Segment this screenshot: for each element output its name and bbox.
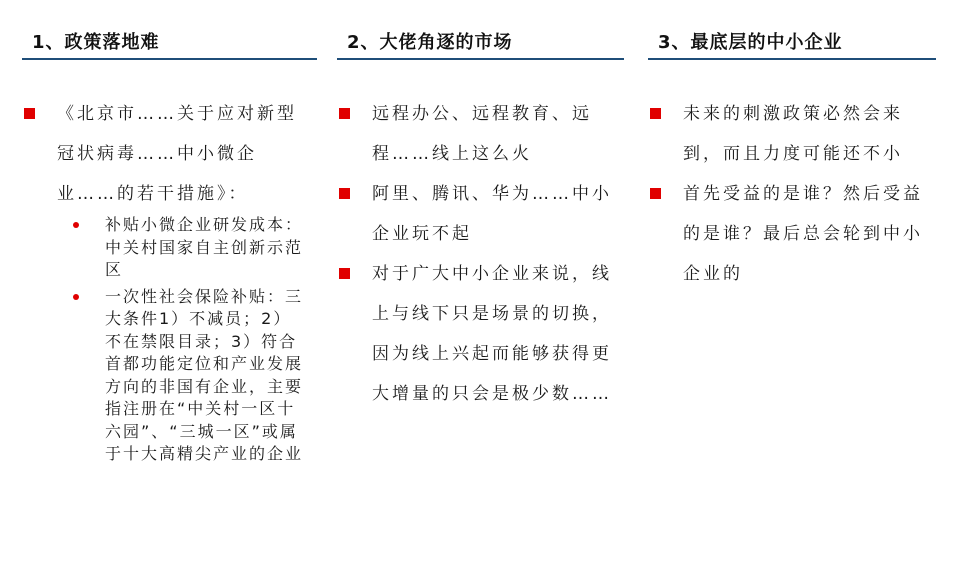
- square-bullet-icon: [339, 268, 350, 279]
- bullet-item: [337, 174, 622, 254]
- square-bullet-icon: [339, 108, 350, 119]
- sub-bullet-item: [57, 286, 312, 466]
- column-title: 2、大佬角逐的市场: [347, 32, 513, 53]
- title-underline: [22, 58, 317, 60]
- bullet-text: 首先受益的是谁？然后受益的是谁？最后总会轮到中小企业的: [683, 184, 923, 284]
- sub-bullet-list: [57, 214, 312, 466]
- square-bullet-icon: [24, 108, 35, 119]
- square-bullet-icon: [650, 108, 661, 119]
- column-title: 3、最底层的中小企业: [658, 32, 843, 53]
- dot-bullet-icon: [73, 222, 79, 228]
- column-title: 1、政策落地难: [32, 32, 160, 53]
- bullet-item: [337, 254, 622, 414]
- dot-bullet-icon: [73, 294, 79, 300]
- bullet-item: [648, 174, 938, 294]
- bullet-list: [22, 94, 312, 470]
- bullet-text: 未来的刺激政策必然会来到，而且力度可能还不小: [683, 104, 903, 164]
- bullet-list: [648, 94, 938, 294]
- bullet-text: 阿里、腾讯、华为……中小企业玩不起: [372, 184, 612, 244]
- bullet-item: [22, 94, 312, 466]
- sub-bullet-text: 一次性社会保险补贴：三大条件1）不减员；2）不在禁限目录；3）符合首都功能定位和产业发展方向的非国有企业，主要指注册在“中关村一区十六园”、“三城一区”或属于十大高精尖产业的企业: [105, 286, 304, 463]
- square-bullet-icon: [650, 188, 661, 199]
- bullet-text: 对于广大中小企业来说，线上与线下只是场景的切换，因为线上兴起而能够获得更大增量的只会是极少数……: [372, 264, 612, 404]
- title-underline: [337, 58, 624, 60]
- bullet-text: 《北京市……关于应对新型冠状病毒……中小微企业……的若干措施》：: [57, 104, 297, 204]
- title-underline: [648, 58, 936, 60]
- sub-bullet-text: 补贴小微企业研发成本：中关村国家自主创新示范区: [105, 215, 304, 279]
- square-bullet-icon: [339, 188, 350, 199]
- bullet-list: [337, 94, 622, 414]
- bullet-text: 远程办公、远程教育、远程……线上这么火: [372, 104, 592, 164]
- bullet-item: [337, 94, 622, 174]
- bullet-item: [648, 94, 938, 174]
- sub-bullet-item: [57, 214, 312, 282]
